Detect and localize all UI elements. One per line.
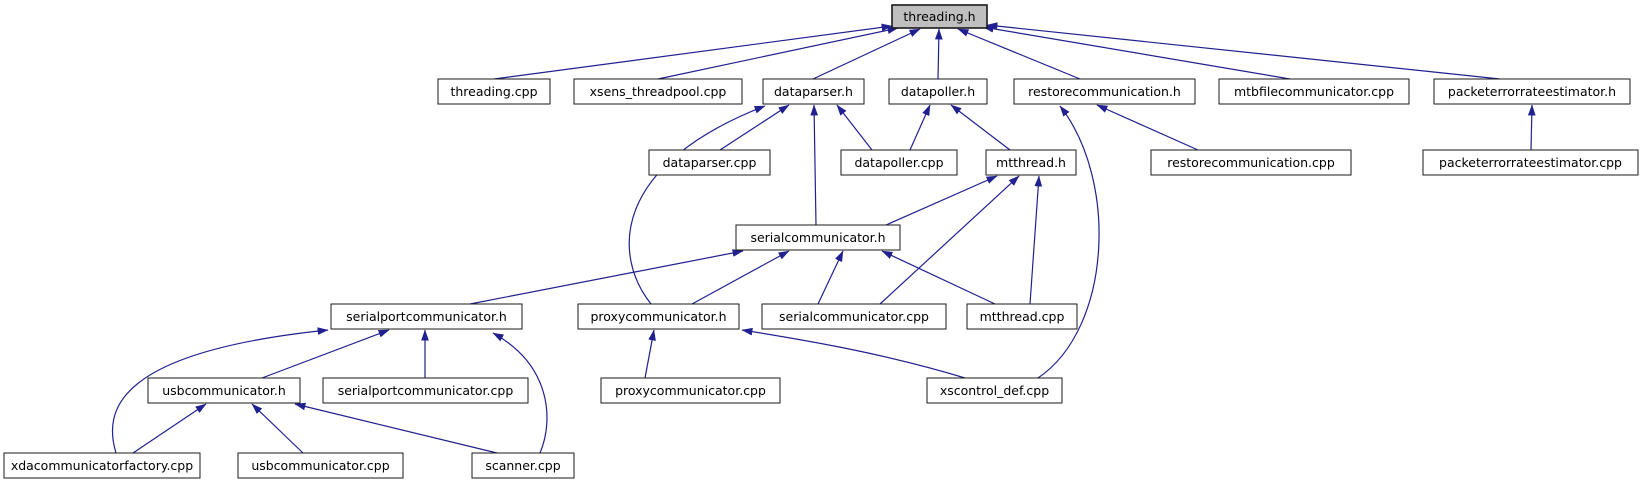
edge-usbcommunicator_cpp-to-usbcommunicator_h [252,404,303,453]
node-serialcommunicator_cpp[interactable] [762,304,946,329]
edge-serialcommunicator_h-to-mtthread_h [886,176,997,225]
node-label-serialcommunicator_cpp: serialcommunicator.cpp [779,309,929,324]
node-scanner_cpp[interactable] [472,453,574,478]
edge-restorecommunication_h-to-threading_h [958,29,1080,79]
node-label-proxycommunicator_cpp: proxycommunicator.cpp [615,383,766,398]
node-label-usbcommunicator_h: usbcommunicator.h [162,383,286,398]
node-proxycommunicator_h[interactable] [578,304,739,329]
node-dataparser_cpp[interactable] [649,150,770,175]
node-packeterrorrateestimator_cpp[interactable] [1423,150,1638,175]
edge-proxycommunicator_cpp-to-proxycommunicator_h [645,330,654,378]
edge-datapoller_h-to-threading_h [938,29,939,79]
node-packeterrorrateestimator_h[interactable] [1434,79,1630,104]
node-proxycommunicator_cpp[interactable] [601,378,780,403]
node-label-dataparser_h: dataparser.h [774,84,853,99]
node-mtthread_cpp[interactable] [967,304,1077,329]
edge-mtthread_h-to-datapoller_h [951,105,1010,150]
edge-datapoller_cpp-to-datapoller_h [910,105,930,150]
node-label-serialcommunicator_h: serialcommunicator.h [750,230,886,245]
node-datapoller_h[interactable] [889,79,987,104]
node-label-threading_h: threading.h [903,9,976,24]
edge-datapoller_cpp-to-dataparser_h [837,105,872,150]
edge-xdacommunicatorfactory_cpp-to-usbcommunicator_h [133,404,206,453]
edge-mtthread_cpp-to-serialcommunicator_h [882,251,995,304]
node-label-datapoller_cpp: datapoller.cpp [854,155,944,170]
node-label-restorecommunication_h: restorecommunication.h [1028,84,1181,99]
node-label-mtbfilecommunicator_cpp: mtbfilecommunicator.cpp [1233,84,1395,99]
edge-serialportcommunicator_h-to-serialcommunicator_h [470,251,743,304]
edge-scanner_cpp-to-usbcommunicator_h [295,404,497,453]
edge-mtbfilecommunicator_cpp-to-threading_h [983,27,1290,79]
node-label-restorecommunication_cpp: restorecommunication.cpp [1167,155,1335,170]
node-usbcommunicator_h[interactable] [148,378,300,403]
edge-serialcommunicator_h-to-dataparser_h [814,105,816,225]
node-label-usbcommunicator_cpp: usbcommunicator.cpp [251,458,390,473]
edge-mtthread_cpp-to-mtthread_h [1030,176,1039,304]
node-mtbfilecommunicator_cpp[interactable] [1219,79,1409,104]
node-xsens_threadpool_cpp[interactable] [574,79,742,104]
edge-usbcommunicator_h-to-serialportcommunicator_h [262,330,389,378]
node-usbcommunicator_cpp[interactable] [238,453,403,478]
edge-xscontrol_def_cpp-to-restorecommunication_h [1038,106,1099,378]
node-label-xscontrol_def_cpp: xscontrol_def.cpp [939,383,1050,398]
node-label-packeterrorrateestimator_cpp: packeterrorrateestimator.cpp [1439,155,1622,170]
edge-xscontrol_def_cpp-to-proxycommunicator_h [742,330,965,378]
node-threading_h[interactable] [892,5,987,28]
edge-proxycommunicator_h-to-serialcommunicator_h [692,251,789,304]
node-mtthread_h[interactable] [986,150,1076,175]
node-xdacommunicatorfactory_cpp[interactable] [4,453,200,478]
node-restorecommunication_h[interactable] [1014,79,1195,104]
node-label-serialportcommunicator_cpp: serialportcommunicator.cpp [337,383,514,398]
node-label-packeterrorrateestimator_h: packeterrorrateestimator.h [1447,84,1617,99]
edge-serialcommunicator_cpp-to-mtthread_h [880,176,1019,304]
edge-restorecommunication_cpp-to-restorecommunication_h [1097,105,1198,150]
edge-dataparser_h-to-threading_h [813,29,920,79]
edge-dataparser_cpp-to-dataparser_h [720,105,789,150]
node-label-serialportcommunicator_h: serialportcommunicator.h [346,309,507,324]
node-serialportcommunicator_h[interactable] [331,304,522,329]
node-xscontrol_def_cpp[interactable] [927,378,1062,403]
node-serialportcommunicator_cpp[interactable] [323,378,528,403]
edge-packeterrorrateestimator_cpp-to-packeterrorrateestimator_h [1531,105,1532,150]
node-datapoller_cpp[interactable] [841,150,957,175]
node-serialcommunicator_h[interactable] [736,225,900,250]
edge-proxycommunicator_h-to-dataparser_h [629,106,765,304]
node-label-dataparser_cpp: dataparser.cpp [662,155,757,170]
node-label-threading_cpp: threading.cpp [450,84,538,99]
node-restorecommunication_cpp[interactable] [1151,150,1351,175]
node-label-xsens_threadpool_cpp: xsens_threadpool.cpp [589,84,727,99]
node-label-xdacommunicatorfactory_cpp: xdacommunicatorfactory.cpp [10,458,194,473]
node-label-proxycommunicator_h: proxycommunicator.h [590,309,727,324]
edge-serialcommunicator_cpp-to-serialcommunicator_h [818,251,843,304]
node-label-scanner_cpp: scanner.cpp [485,458,561,473]
node-threading_cpp[interactable] [438,79,550,104]
node-label-mtthread_h: mtthread.h [996,155,1066,170]
node-label-mtthread_cpp: mtthread.cpp [979,309,1065,324]
node-dataparser_h[interactable] [763,79,864,104]
edge-xsens_threadpool_cpp-to-threading_h [658,28,898,79]
node-label-datapoller_h: datapoller.h [900,84,976,99]
